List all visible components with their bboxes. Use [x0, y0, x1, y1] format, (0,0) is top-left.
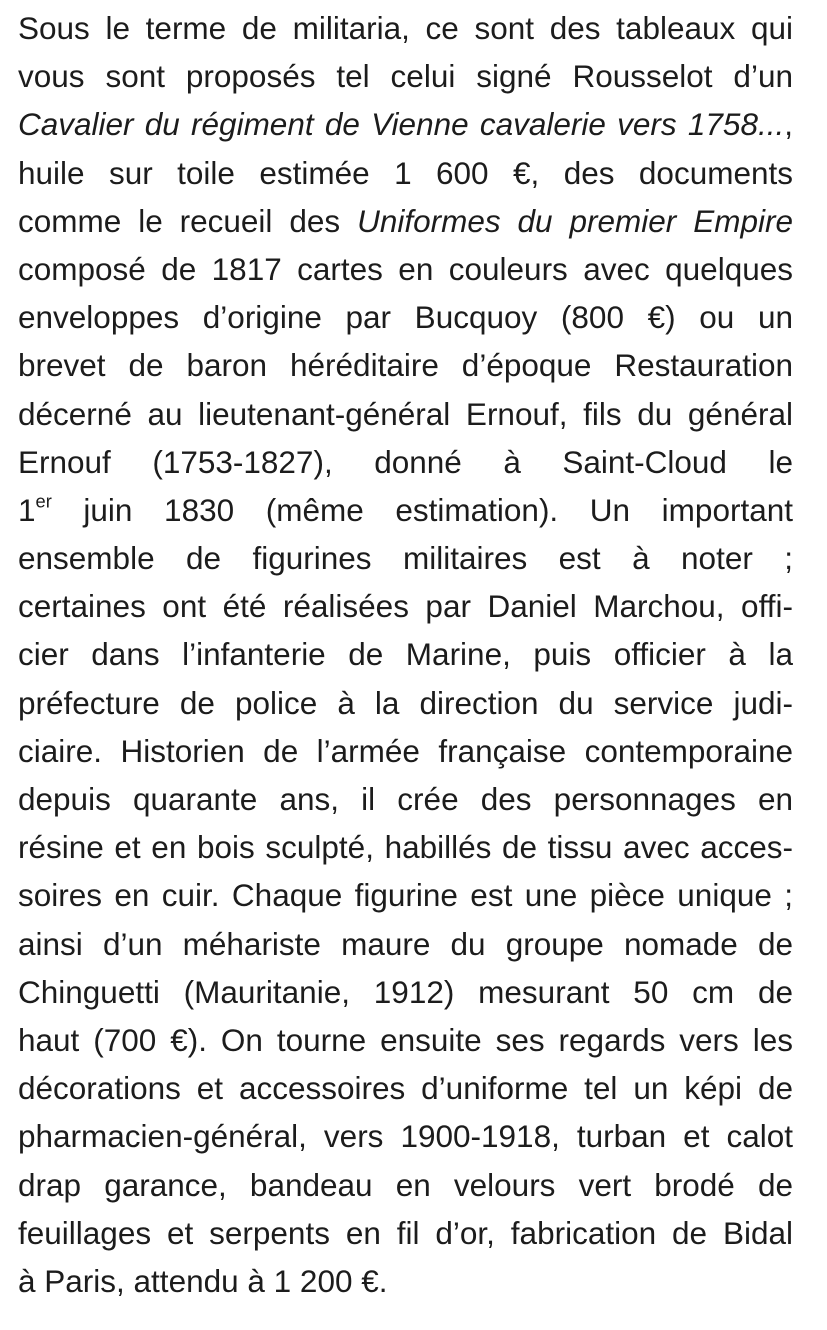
text-line	[18, 1112, 793, 1160]
text-line	[18, 582, 793, 630]
text-run: soires en cuir. Chaque figurine est une pièce unique ;	[18, 877, 793, 914]
text-run: décerné au lieutenant-général Ernouf, fils du général	[18, 395, 793, 432]
text-line	[18, 486, 793, 534]
text-line	[18, 52, 793, 100]
article-body	[18, 4, 793, 1305]
text-run: composé de 1817 cartes en couleurs avec quelques	[18, 250, 793, 287]
text-run: enveloppes d’origine par Bucquoy (800 €) ou un	[18, 299, 793, 336]
text-run: 1	[18, 491, 36, 528]
text-run: préfecture de police à la direction du service judi-	[18, 684, 793, 721]
text-run: vous sont proposés tel celui signé Rousselot d’un	[18, 58, 793, 95]
text-line	[18, 438, 793, 486]
text-line	[18, 341, 793, 389]
text-run: haut (700 €). On tourne ensuite ses regards vers les	[18, 1021, 793, 1058]
text-run: ainsi d’un méhariste maure du groupe nomade de	[18, 925, 793, 962]
text-line	[18, 149, 793, 197]
text-line	[18, 1016, 793, 1064]
text-run: ensemble de figurines militaires est à noter ;	[18, 540, 793, 577]
text-run: pharmacien-général, vers 1900-1918, turban et calot	[18, 1118, 793, 1155]
text-run: décorations et accessoires d’uniforme tel un képi de	[18, 1070, 793, 1107]
text-line	[18, 775, 793, 823]
text-run: juin 1830 (même estimation). Un important	[51, 491, 793, 528]
text-line	[18, 245, 793, 293]
text-line	[18, 968, 793, 1016]
italic-title: Uniformes du premier Empire	[357, 202, 793, 239]
text-run: depuis quarante ans, il crée des personnages en	[18, 781, 793, 817]
text-line	[18, 1209, 793, 1257]
italic-title: Cavalier du régiment de Vienne cavalerie vers 1758...	[18, 106, 785, 143]
text-line	[18, 630, 793, 678]
text-line	[18, 823, 793, 871]
text-run: ,	[784, 106, 793, 143]
text-line	[18, 679, 793, 727]
text-line	[18, 100, 793, 148]
text-run: huile sur toile estimée 1 600 €, des documents	[18, 154, 793, 191]
text-line	[18, 4, 793, 52]
text-run: cier dans l’infanterie de Marine, puis officier à la	[18, 636, 793, 673]
text-line	[18, 390, 793, 438]
text-line	[18, 1064, 793, 1112]
text-line	[18, 920, 793, 968]
text-run: Ernouf (1753-1827), donné à Saint-Cloud le	[18, 443, 793, 480]
text-run: certaines ont été réalisées par Daniel Marchou, offi-	[18, 588, 793, 625]
text-line	[18, 534, 793, 582]
text-run: ciaire. Historien de l’armée française contemporaine	[18, 732, 793, 769]
text-run: feuillages et serpents en fil d’or, fabrication de Bidal	[18, 1214, 793, 1251]
text-run: résine et en bois sculpté, habillés de tissu avec acces-	[18, 829, 793, 866]
text-line	[18, 871, 793, 919]
text-run: drap garance, bandeau en velours vert brodé de	[18, 1166, 793, 1203]
superscript: er	[35, 490, 52, 512]
text-line	[18, 1257, 793, 1305]
text-line	[18, 1161, 793, 1209]
text-run: comme le recueil des	[18, 202, 358, 239]
text-run: Sous le terme de militaria, ce sont des tableaux qui	[18, 10, 793, 46]
text-run: Chinguetti (Mauritanie, 1912) mesurant 50 cm de	[18, 973, 793, 1010]
text-line	[18, 293, 793, 341]
text-line	[18, 197, 793, 245]
text-run: à Paris, attendu à 1 200 €.	[18, 1262, 388, 1299]
text-run: brevet de baron héréditaire d’époque Restauration	[18, 347, 793, 384]
text-line	[18, 727, 793, 775]
